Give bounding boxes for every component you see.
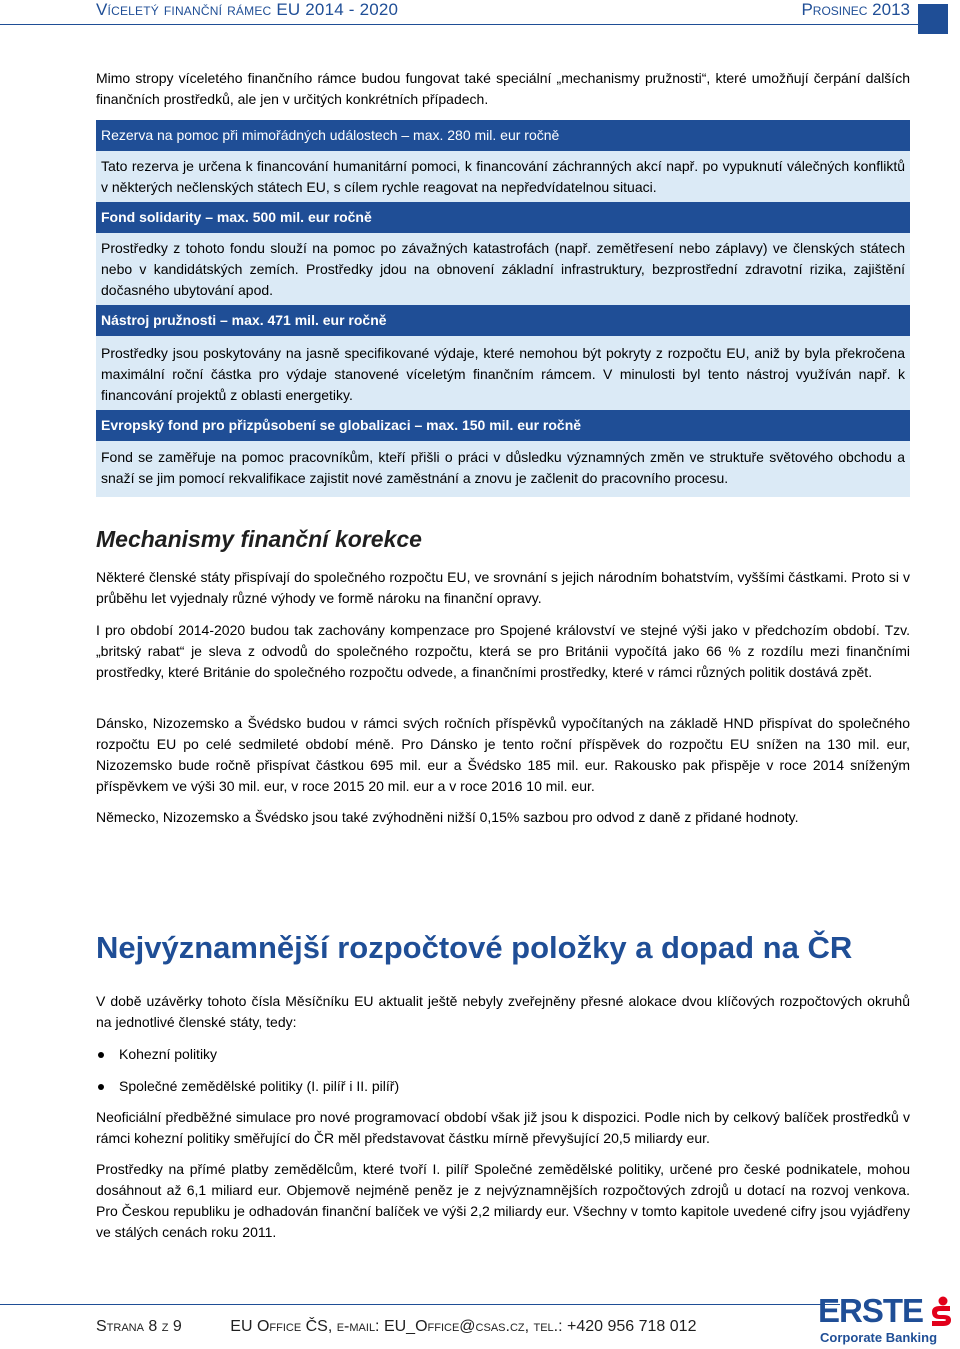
box-text-reserve: Tato rezerva je určena k financování humanitární pomoci, k financování záchranných akcí např. po vypuknutí válečných konfliktů v některých nečlenských státech EU, s cílem rychle reagovat na nepředvídatelnou situaci. (101, 158, 905, 195)
section1-body (96, 807, 910, 828)
intro-block (96, 68, 910, 110)
header-rule (0, 24, 918, 25)
bullet-list (96, 1044, 910, 1108)
box-title-globalisation: Evropský fond pro přizpůsobení se globalizaci – max. 150 mil. eur ročně (96, 410, 910, 441)
box-title-reserve: Rezerva na pomoc při mimořádných událostech – max. 280 mil. eur ročně (96, 120, 910, 151)
section2-paragraph: Prostředky na přímé platby zemědělcům, které tvoří I. pilíř Společné zemědělské politiky, určené pro české podnikatele, mohou dosáhnout až 6,1 miliard eur. Objemově nejméně peněz je z nejvýznamnějších rozpočtových zdrojů u dotací na rozvoj venkova. Pro Českou republiku je odhadován finanční balíček ve výši 2,2 miliardy eur. Všechny v tomto kapitole uvedené cifry jsou vyjádřeny ve stálých cenách roku 2011. (96, 1161, 910, 1240)
header-date: Prosinec 2013 (801, 0, 910, 19)
section1-paragraph: Dánsko, Nizozemsko a Švédsko budou v rámci svých ročních příspěvků vypočítaných na základě HND přispívat do společného rozpočtu EU po celé sedmileté období méně. Pro Dánsko je tento roční příspěvek do rozpočtu EU snížen na 130 mil. eur, Nizozemsko bude ročně přispívat částkou 695 mil. eur a Švédsko 185 mil. eur. Rakousko pak přispěje v roce 2014 sníženým příspěvkem ve výši 30 mil. eur, v roce 2015 20 mil. eur a v roce 2016 10 mil. eur. (96, 715, 910, 794)
section1-paragraph: Německo, Nizozemsko a Švédsko jsou také zvýhodněni nižší 0,15% sazbou pro odvod z daně z přidané hodnoty. (96, 809, 799, 825)
page-footer (96, 1318, 696, 1336)
box-title-solidarity: Fond solidarity – max. 500 mil. eur ročně (96, 202, 910, 233)
flexibility-box (96, 120, 910, 497)
intro-paragraph: Mimo stropy víceletého finančního rámce budou fungovat také speciální „mechanismy pružnosti“, které umožňují čerpání dalších finančních prostředků, ale jen v určitých konkrétních případech. (96, 70, 910, 107)
list-item: Společné zemědělské politiky (I. pilíř i II. pilíř) (96, 1076, 910, 1108)
section2-intro-paragraph: V době uzávěrky tohoto čísla Měsíčníku EU aktualit ještě nebyly zveřejněny přesné alokace dvou klíčových rozpočtových okruhů na jednotlivé členské státy, tedy: (96, 993, 910, 1030)
section1-body (96, 567, 910, 609)
page-number: Strana 8 z 9 (96, 1318, 182, 1335)
section2-body (96, 1107, 910, 1149)
logo-name: ERSTE (818, 1292, 924, 1329)
erste-logo (818, 1292, 956, 1347)
header-title: Víceletý finanční rámec EU 2014 - 2020 (96, 0, 399, 19)
erste-symbol-icon (930, 1296, 952, 1326)
section-heading-correction: Mechanismy finanční korekce (96, 526, 422, 552)
section1-body (96, 713, 910, 797)
section2-body (96, 1159, 910, 1243)
section2-paragraph: Neoficiální předběžné simulace pro nové programovací období však již jsou k dispozici. Podle nich by celkový balíček prostředků v rámci kohezní politiky směřující do ČR měl představovat částku mírně převyšující 20,5 miliardy eur. (96, 1109, 910, 1146)
box-title-flexibility: Nástroj pružnosti – max. 471 mil. eur ročně (96, 305, 910, 336)
section1-paragraph: I pro období 2014-2020 budou tak zachovány kompenzace pro Spojené království ve stejné výši jako v předchozím období. Tzv. „britský rabat“ je sleva z odvodů do společného rozpočtu, která se pro Británii vypočítá jako 66 % z rozdílu mezi finančními prostředky, které Británie do společného rozpočtu odvede, a finančními prostředky, které v rámci různých politik dostává zpět. (96, 622, 910, 680)
box-text-flexibility: Prostředky jsou poskytovány na jasně specifikované výdaje, které nemohou být pokryty z rozpočtu EU, aniž by byla překročena maximální roční částka pro výdaje stanovené víceletým finančním rámcem. V minulosti byl tento nástroj využíván např. k financování projektů z oblasti energetiky. (101, 345, 905, 403)
box-text-solidarity: Prostředky z tohoto fondu slouží na pomoc po závažných katastrofách (např. zemětřesení nebo záplavy) ve členských státech nebo v kandidátských zemích. Prostředky jdou na obnovení základní infrastruktury, bezprostřední zdravotní rizika, zajištění dočasného ubytování apod. (101, 240, 905, 298)
list-item: Kohezní politiky (96, 1044, 910, 1076)
header-square (918, 4, 948, 34)
footer-contact: EU Office ČS, e-mail: EU_Office@csas.cz, tel.: +420 956 718 012 (230, 1318, 697, 1335)
logo-subtitle: Corporate Banking (820, 1330, 938, 1345)
section1-body (96, 620, 910, 683)
footer-rule (0, 1304, 840, 1305)
section1-paragraph: Některé členské státy přispívají do společného rozpočtu EU, ve srovnání s jejich národním bohatstvím, vyššími částkami. Proto si v průběhu let vyjednaly různé výhody ve formě nároku na finanční opravy. (96, 569, 910, 606)
page-header (0, 0, 960, 34)
section-heading-budget: Nejvýznamnější rozpočtové položky a dopad na ČR (96, 930, 853, 965)
box-text-globalisation: Fond se zaměřuje na pomoc pracovníkům, kteří přišli o práci v důsledku významných změn ve struktuře světového obchodu a snaží se jim pomocí rekvalifikace zajistit nové zaměstnání a znovu je začlenit do pracovního procesu. (101, 449, 905, 486)
section2-intro (96, 991, 910, 1033)
